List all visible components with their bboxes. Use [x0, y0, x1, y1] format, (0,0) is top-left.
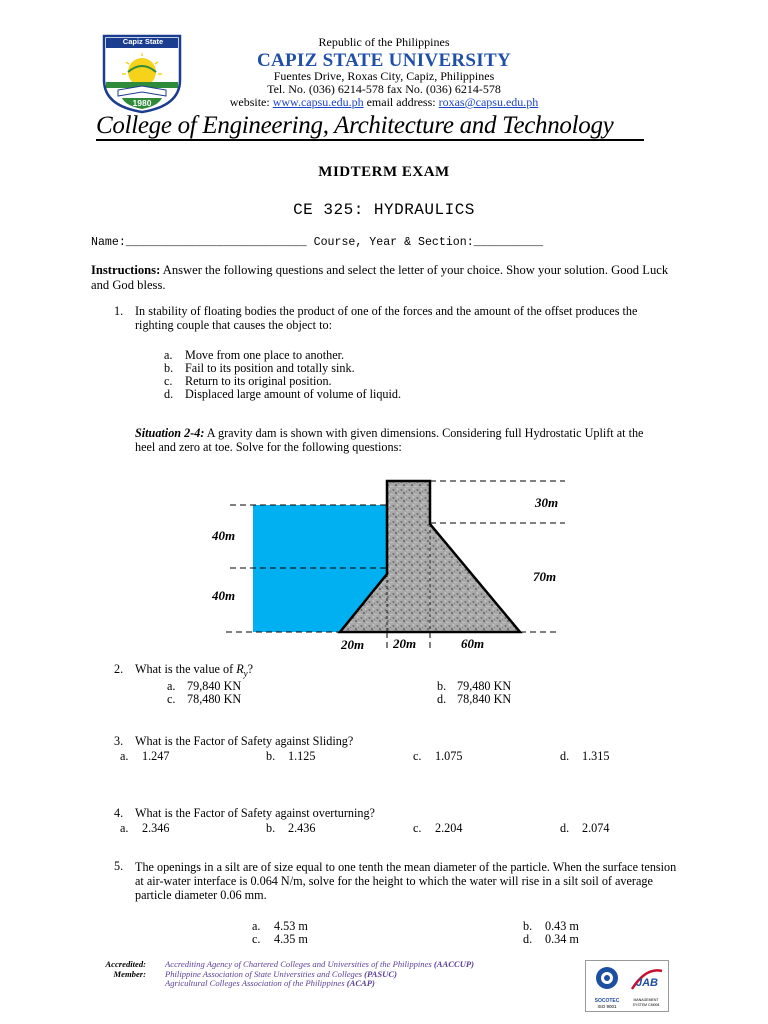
q2-suffix: ? — [247, 662, 254, 676]
header-rule — [96, 139, 644, 141]
q2-number: 2. — [114, 662, 124, 676]
option-letter: c. — [252, 932, 261, 946]
q3-number: 3. — [114, 734, 124, 748]
q5-number: 5. — [114, 859, 124, 873]
option-text: 4.53 m — [274, 919, 308, 933]
q5-text: The openings in a silt are of size equal to one tenth the mean diameter of the particle. When the surface tension at air-water interface is 0.064 N/m, solve for the height to which the water will rise in a silt soil of average particle diameter 0.06 mm. — [135, 860, 677, 902]
org-name: Agricultural Colleges Association of the Philippines — [165, 978, 347, 989]
option-text: Displaced large amount of volume of liquid. — [185, 387, 402, 401]
option-text: Fail to its position and totally sink. — [185, 361, 355, 375]
option-text: 2.074 — [582, 821, 610, 835]
certification-logos — [585, 960, 669, 1012]
phone-line: Tel. No. (036) 6214-578 fax No. (036) 6214-578 — [267, 82, 501, 96]
option-letter: b. — [164, 361, 174, 375]
option-letter: b. — [266, 821, 276, 835]
q2-symbol: R — [236, 662, 244, 676]
q4-number: 4. — [114, 806, 124, 820]
q3-option-d[interactable] — [560, 750, 609, 763]
option-letter: a. — [252, 919, 261, 933]
option-letter: c. — [413, 821, 422, 835]
option-letter: b. — [266, 749, 276, 763]
email-link[interactable]: roxas@capsu.edu.ph — [438, 95, 539, 109]
q1-options — [164, 349, 401, 401]
q4-option-a[interactable] — [120, 822, 169, 835]
logo-top-text: Capiz State University — [122, 37, 164, 56]
website-label: website: — [229, 95, 270, 109]
socotec-logo — [590, 965, 624, 1007]
q2-subscript: y — [243, 668, 248, 679]
option-text: 1.125 — [288, 749, 316, 763]
email-label: email address: — [366, 95, 436, 109]
option-letter: c. — [164, 374, 173, 388]
instructions — [91, 263, 671, 292]
option-letter: d. — [560, 749, 570, 763]
option-text: 2.204 — [435, 821, 463, 835]
option-text: 4.35 m — [274, 932, 308, 946]
name-line: Name:__________________________ Course, Year & Section:__________ — [91, 236, 544, 249]
option-letter: d. — [560, 821, 570, 835]
instructions-label: Instructions: — [91, 263, 161, 277]
iso-text: ISO 9001 — [597, 1004, 617, 1009]
situation — [135, 426, 655, 454]
q1-option-d[interactable] — [164, 388, 401, 401]
q4-option-b[interactable] — [266, 822, 315, 835]
option-letter: d. — [437, 692, 447, 706]
dim-40m-top: 40m — [212, 528, 236, 543]
q2-option-c[interactable] — [167, 693, 241, 706]
q3-option-b[interactable] — [266, 750, 315, 763]
option-text: 0.34 m — [545, 932, 579, 946]
dim-70m: 70m — [533, 569, 557, 584]
dim-60m: 60m — [461, 636, 485, 651]
course-title: CE 325: HYDRAULICS — [293, 201, 475, 219]
q4-option-c[interactable] — [413, 822, 462, 835]
option-text: 78,480 KN — [187, 692, 242, 706]
situation-label: Situation 2-4: — [135, 426, 205, 440]
jab-logo — [628, 965, 664, 1007]
org-name: Philippine Association of State Universities and Colleges — [165, 968, 365, 979]
option-letter: a. — [120, 821, 129, 835]
dim-20m-mid: 20m — [393, 636, 417, 651]
option-text: 79,480 KN — [457, 679, 512, 693]
university-name: CAPIZ STATE UNIVERSITY — [256, 50, 511, 71]
q2-option-d[interactable] — [437, 693, 511, 706]
dim-30m: 30m — [535, 495, 559, 510]
instructions-text: Answer the following questions and select the letter of your choice. Show your solution. Good Luck and God bless. — [91, 263, 669, 292]
situation-text: A gravity dam is shown with given dimensions. Considering full Hydrostatic Uplift at the heel and zero at toe. Solve for the following questions: — [135, 426, 644, 454]
gravity-dam-diagram — [0, 470, 768, 655]
option-text: 79,840 KN — [187, 679, 242, 693]
q5-option-d[interactable] — [523, 933, 579, 946]
q1-text: In stability of floating bodies the product of one of the forces and the amount of the offset produces the righting couple that causes the object to: — [135, 304, 638, 332]
option-text: 1.247 — [142, 749, 170, 763]
q1-number: 1. — [114, 304, 124, 318]
member-label: Member: — [113, 968, 146, 979]
footer-labels — [96, 960, 146, 979]
option-text: 78,840 KN — [457, 692, 512, 706]
q4-option-d[interactable] — [560, 822, 609, 835]
jab-text: JAB — [636, 977, 659, 989]
option-text: Move from one place to another. — [185, 348, 345, 362]
q3-option-c[interactable] — [413, 750, 462, 763]
option-text: 1.075 — [435, 749, 463, 763]
q3-text: What is the Factor of Safety against Sliding? — [135, 734, 354, 748]
jab-small-text: MANAGEMENT SYSTEM CM008 — [632, 998, 660, 1007]
socotec-text: SOCOTEC — [594, 998, 620, 1004]
option-letter: a. — [164, 348, 173, 362]
option-text: 0.43 m — [545, 919, 579, 933]
org-abbr: (AACCUP) — [433, 959, 475, 969]
org-name: Accrediting Agency of Chartered Colleges and Universities of the Philippines — [165, 959, 434, 969]
option-letter: d. — [164, 387, 174, 401]
footer-line-acap — [165, 979, 474, 989]
option-letter: c. — [167, 692, 176, 706]
republic-line: Republic of the Philippines — [318, 35, 450, 49]
option-letter: b. — [523, 919, 533, 933]
exam-title: MIDTERM EXAM — [318, 164, 450, 180]
college-name: College of Engineering, Architecture and Technology — [96, 112, 614, 139]
q2-text-main: What is the value of — [135, 662, 234, 676]
website-link[interactable]: www.capsu.edu.ph — [272, 95, 364, 109]
footer-orgs — [165, 960, 474, 989]
q4-text: What is the Factor of Safety against overturning? — [135, 806, 375, 820]
option-letter: d. — [523, 932, 533, 946]
option-text: Return to its original position. — [185, 374, 332, 388]
option-text: 1.315 — [582, 749, 610, 763]
option-letter: a. — [167, 679, 176, 693]
option-letter: a. — [120, 749, 129, 763]
dim-20m-left: 20m — [341, 637, 365, 652]
address-line: Fuentes Drive, Roxas City, Capiz, Philippines — [273, 69, 495, 83]
contact-line — [0, 95, 768, 110]
option-text: 2.436 — [288, 821, 316, 835]
logo-year: 1980 — [132, 98, 152, 108]
org-abbr: (ACAP) — [346, 978, 375, 989]
option-letter: c. — [413, 749, 422, 763]
option-letter: b. — [437, 679, 447, 693]
dim-40m-bottom: 40m — [212, 588, 236, 603]
q3-option-a[interactable] — [120, 750, 169, 763]
option-text: 2.346 — [142, 821, 170, 835]
org-abbr: (PASUC) — [364, 968, 397, 979]
q5-option-c[interactable] — [252, 933, 308, 946]
accredited-label: Accredited: — [105, 959, 146, 969]
